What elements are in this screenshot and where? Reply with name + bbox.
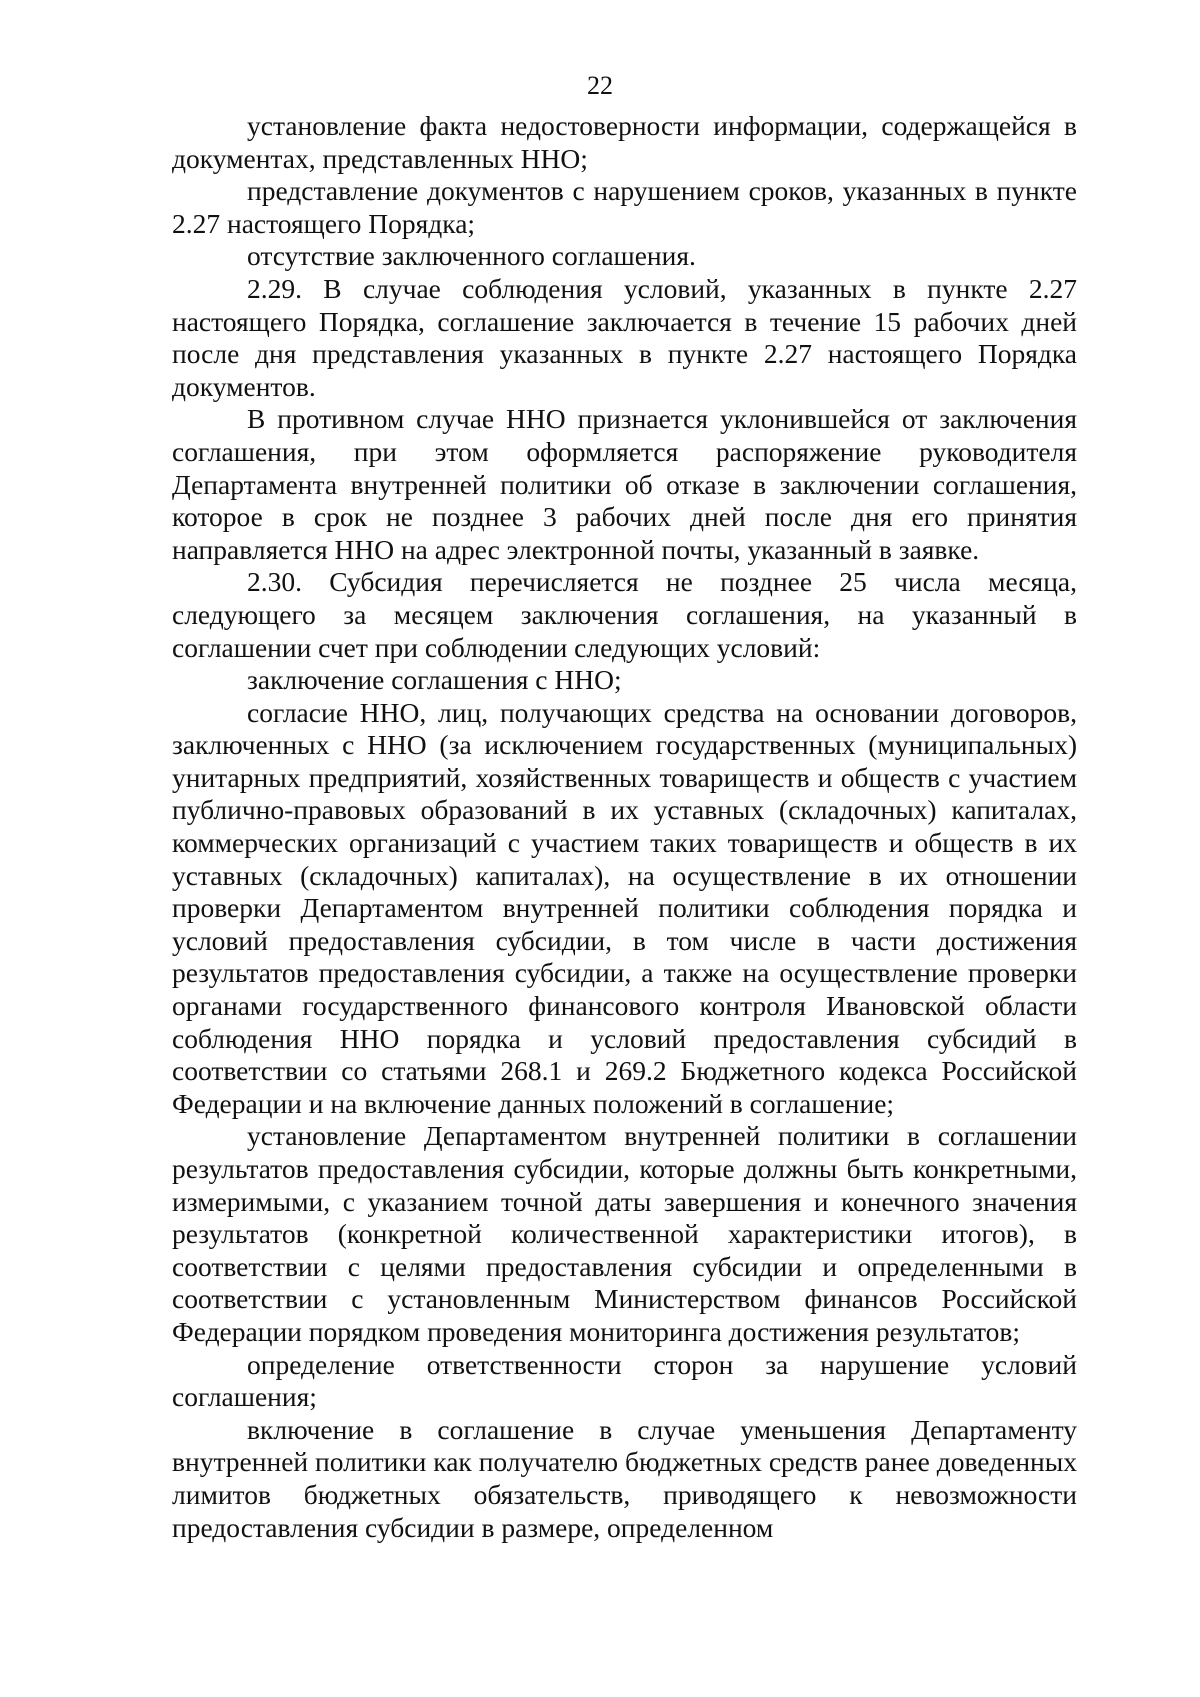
document-body [172,110,1077,1544]
paragraph-results-defined: установление Департаментом внутренней политики в соглашении результатов предоставления субсидии, которые должны быть конкретными, измеримыми, с указанием точной даты завершения и конечного значения результатов (конкретной количественной характеристики итогов), в соответствии с целями предоставления субсидии и определенными в соответствии с установленным Министерством финансов Российской Федерации порядком проведения мониторинга достижения результатов; [172,1120,1077,1347]
paragraph-consent-to-audit: согласие ННО, лиц, получающих средства на основании договоров, заключенных с ННО (за исключением государственных (муниципальных) унитарных предприятий, хозяйственных товариществ и обществ с участием публично-правовых образований в их уставных (складочных) капиталах, коммерческих организаций с участием таких товариществ и обществ в их уставных (складочных) капиталах), на осуществление в их отношении проверки Департаментом внутренней политики соблюдения порядка и условий предоставления субсидии, в том числе в части достижения результатов предоставления субсидии, а также на осуществление проверки органами государственного финансового контроля Ивановской области соблюдения ННО порядка и условий предоставления субсидий в соответствии со статьями 268.1 и 269.2 Бюджетного кодекса Российской Федерации и на включение данных положений в соглашение; [172,696,1077,1119]
paragraph-unreliable-info: установление факта недостоверности информации, содержащейся в документах, представленных ННО; [172,110,1077,174]
paragraph-budget-limits: включение в соглашение в случае уменьшения Департаменту внутренней политики как получателю бюджетных средств ранее доведенных лимитов бюджетных обязательств, приводящего к невозможности предоставления субсидии в размере, определенном [172,1413,1077,1543]
paragraph-2-29: 2.29. В случае соблюдения условий, указанных в пункте 2.27 настоящего Порядка, соглашение заключается в течение 15 рабочих дней после дня представления указанных в пункте 2.27 настоящего Порядка документов. [172,272,1077,402]
paragraph-no-agreement: отсутствие заключенного соглашения. [247,240,696,272]
paragraph-agreement-concluded: заключение соглашения с ННО; [247,664,622,696]
paragraph-refusal: В противном случае ННО признается уклонившейся от заключения соглашения, при этом оформляется распоряжение руководителя Департамента внутренней политики об отказе в заключении соглашения, которое в срок не позднее 3 рабочих дней после дня его принятия направляется ННО на адрес электронной почты, указанный в заявке. [172,403,1077,565]
paragraph-liability: определение ответственности сторон за нарушение условий соглашения; [172,1348,1077,1413]
paragraph-2-30: 2.30. Субсидия перечисляется не позднее 25 числа месяца, следующего за месяцем заключения соглашения, на указанный в соглашении счет при соблюдении следующих условий: [172,566,1077,663]
page-number: 22 [587,71,613,100]
paragraph-late-documents: представление документов с нарушением сроков, указанных в пункте 2.27 настоящего Порядка; [172,175,1077,239]
